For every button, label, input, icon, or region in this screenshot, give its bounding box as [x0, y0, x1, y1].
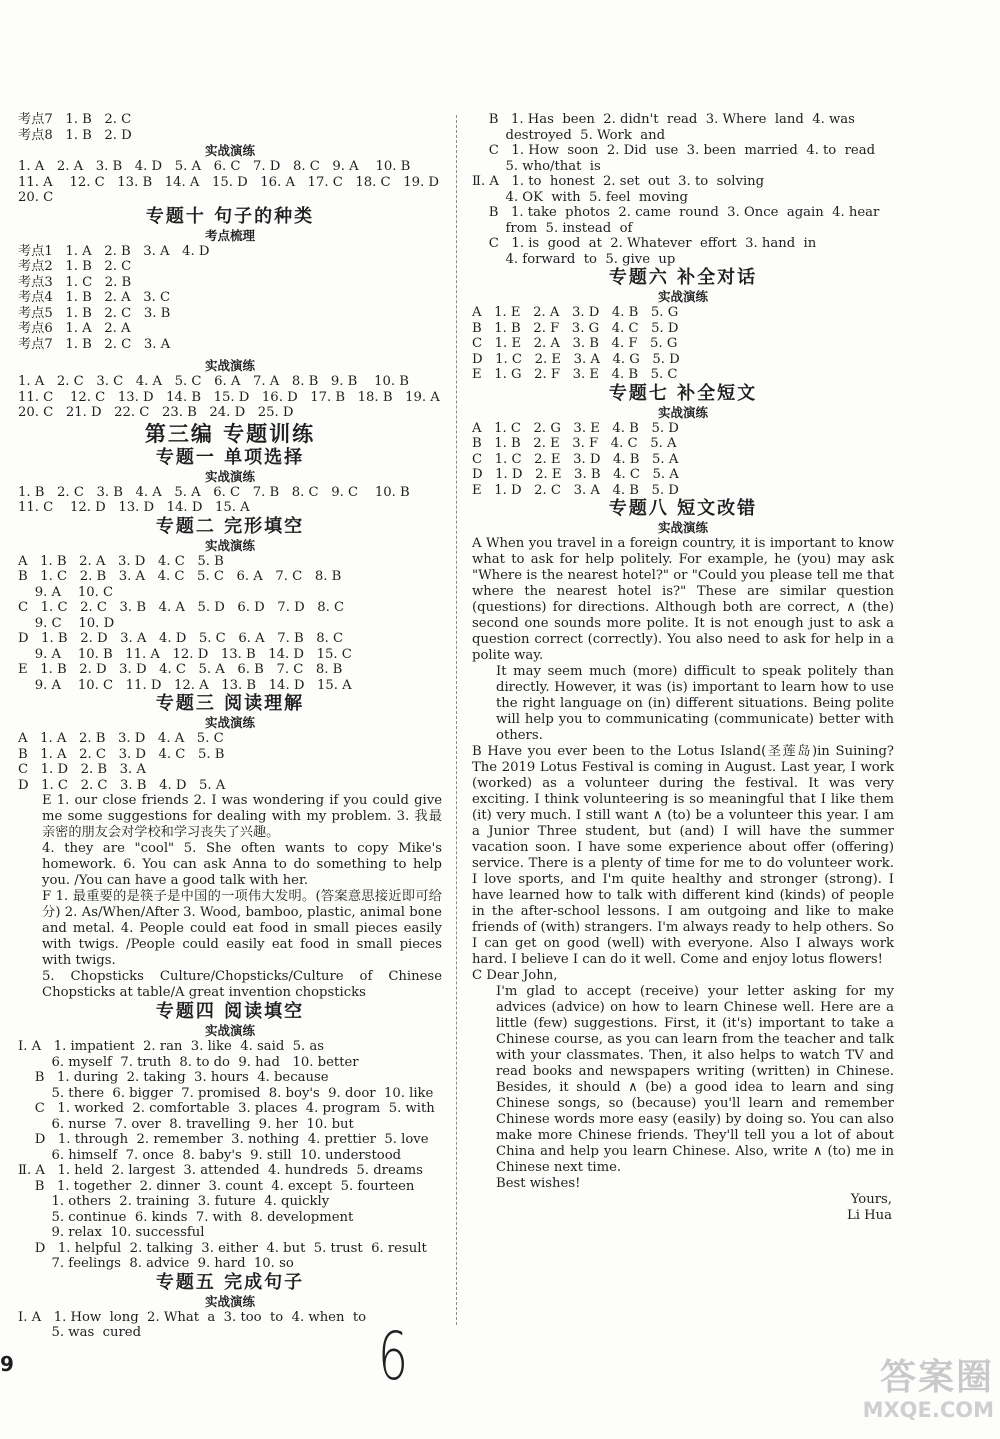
answer-paragraph: I'm glad to accept (receive) your letter asking for my advices (advice) on how to learn Chinese well. Here are a little (few) suggestions. First, it (it's) important to take a Chinese course, as you can learn from the teacher and talk with your classmates. Then, it also helps to watch TV and read books and newspapers writing (written) in Chinese. Besides, it should ∧ (be) a good idea to learn and sing Chinese songs, so (because) you'll learn and remember Chinese words more easy (easily) by doing so. You can also make more Chinese friends. They'll tell you a lot of about China and help you learn Chinese. Also, write ∧ (to) me in Chinese next time.	[496, 984, 894, 1175]
answer-line: E 1. D 2. C 3. A 4. B 5. D	[472, 482, 679, 498]
answer-line: 9. relax 10. successful	[18, 1225, 205, 1240]
answer-line: 9. A 10. B 11. A 12. D 13. B 14. D 15. C	[18, 646, 352, 662]
answer-line: 考点5 1. B 2. C 3. B	[18, 305, 171, 321]
answer-line: D 1. D 2. E 3. B 4. C 5. A	[472, 467, 679, 482]
watermark-logo: 答案圈	[879, 1357, 994, 1398]
answer-line: D 1. B 2. D 3. A 4. D 5. C 6. A 7. B 8. C	[18, 631, 344, 646]
section-heading: 专题七 补全短文	[608, 382, 758, 404]
answer-line: from 5. instead of	[472, 220, 633, 236]
signature-line: Li Hua	[846, 1208, 892, 1223]
signature-line: Yours,	[850, 1192, 892, 1207]
subsection-heading: 考点梳理	[204, 227, 255, 243]
subsection-heading: 实战演练	[204, 143, 255, 158]
answer-line: Ⅱ. A 1. to honest 2. set out 3. to solving	[472, 174, 765, 189]
answer-line: B 1. A 2. C 3. D 4. C 5. B	[18, 746, 225, 762]
subsection-heading: 实战演练	[657, 520, 708, 535]
section-heading: 专题二 完形填空	[155, 515, 305, 537]
answer-paragraph: A When you travel in a foreign country, it is important to know what to ask for help politely. For example, he (you) may ask "Where is the nearest hotel?" or "Could you please tell me that where the nearest hotel is?" These are similar question (questions) for directions. Although both are correct, ∧ (the) second one sounds more polite. It is not enough just to ask a question correct (correctly). You also need to ask for help in a polite way.	[472, 536, 894, 663]
answer-line: 考点3 1. C 2. B	[18, 274, 132, 290]
answer-line: 7. feelings 8. advice 9. hard 10. so	[18, 1256, 294, 1271]
subsection-heading: 实战演练	[204, 358, 255, 373]
subsection-heading: 实战演练	[204, 1293, 255, 1309]
answer-line: C 1. D 2. B 3. A	[18, 762, 146, 777]
answer-line: 9. A 10. C 11. D 12. A 13. B 14. D 15. A	[18, 677, 352, 693]
answer-line: 6. himself 7. once 8. baby's 9. still 10. understood	[18, 1147, 402, 1163]
answer-line: B 1. B 2. F 3. G 4. C 5. D	[472, 320, 679, 336]
section-heading: 专题一 单项选择	[155, 446, 305, 468]
answer-line: 考点2 1. B 2. C	[18, 259, 132, 274]
answer-paragraph: B Have you ever been to the Lotus Island(圣莲岛)in Suining? The 2019 Lotus Festival is coming in August. Last year, I work (worked) as a volunteer during the festival. It was very exciting. I think volunteering is so meaningful that I like them (it) very much. I still want ∧ (to) be a volunteer this year. I am a Junior Three student, but (and) I will have the summer vacation soon. I have some experience about offer (offering) service. There is a plenty of time for me to do volunteer work. I love sports, and I'm quite healthy and stronger (strong). I have learned how to talk with different kind (kinds) of people in the after-school lessons. I am outgoing and like to make friends of (with) strangers. I'm always ready to help others. So I can get on good (well) with everyone. Also I always work hard. I believe I can do it well. Come and enjoy lotus flowers!	[472, 744, 894, 967]
answer-line: C 1. How soon 2. Did use 3. been married 4. to read	[472, 143, 876, 158]
answer-line: D 1. through 2. remember 3. nothing 4. prettier 5. love	[18, 1132, 429, 1147]
answer-line: 1. A 2. A 3. B 4. D 5. A 6. C 7. D 8. C 9. A 10. B	[18, 159, 411, 174]
answer-line: 20. C	[18, 190, 54, 205]
subsection-heading: 实战演练	[204, 715, 255, 730]
answer-line: B 1. together 2. dinner 3. count 4. except 5. fourteen	[18, 1178, 415, 1194]
answer-line: C 1. worked 2. comfortable 3. places 4. program 5. with	[18, 1101, 435, 1116]
section-heading: 专题六 补全对话	[608, 267, 758, 288]
answer-line: 11. A 12. C 13. B 14. A 15. D 16. A 17. C 18. C 19. D	[18, 174, 439, 190]
answer-line: C 1. C 2. C 3. B 4. A 5. D 6. D 7. D 8. C	[18, 600, 345, 615]
answer-line: 考点7 1. B 2. C 3. A	[18, 336, 171, 352]
watermark	[808, 1358, 994, 1434]
answer-line: 1. A 2. C 3. C 4. A 5. C 6. A 7. A 8. B 9. B 10. B	[18, 374, 409, 389]
answer-line: Ⅱ. A 1. held 2. largest 3. attended 4. hundreds 5. dreams	[18, 1163, 423, 1178]
answer-line: 11. C 12. D 13. D 14. D 15. A	[18, 500, 250, 515]
section-heading: 专题三 阅读理解	[155, 693, 305, 714]
answer-paragraph: E 1. our close friends 2. I was wondering if you could give me some suggestions for dealing with my problem. 3. 我最亲密的朋友会对学校和学习丧失了兴趣。	[42, 793, 442, 840]
subsection-heading: 实战演练	[204, 1023, 255, 1038]
answer-line: 4. OK with 5. feel moving	[472, 189, 688, 205]
answer-paragraph: F 1. 最重要的是筷子是中国的一项伟大发明。(答案意思接近即可给分) 2. As/When/After 3. Wood, bamboo, plastic, animal bone and metal. 4. People could eat food in small pieces easily with twigs. /People could easily eat food in small pieces with twigs.	[42, 889, 442, 968]
answer-line: E 1. B 2. D 3. D 4. C 5. A 6. B 7. C 8. B	[18, 662, 343, 677]
answer-line: 5. there 6. bigger 7. promised 8. boy's 9. door 10. like	[18, 1085, 434, 1101]
page-number: 9	[0, 1352, 14, 1376]
answer-line: A 1. A 2. B 3. D 4. A 5. C	[18, 731, 224, 746]
answer-line: A 1. C 2. G 3. E 4. B 5. D	[472, 420, 679, 436]
answer-line: C 1. is good at 2. Whatever effort 3. hand in	[472, 236, 817, 251]
answer-line: 6. nurse 7. over 8. travelling 9. her 10. but	[18, 1116, 354, 1132]
answer-line: 6. myself 7. truth 8. to do 9. had 10. better	[18, 1054, 359, 1070]
answer-paragraph: 4. they are "cool" 5. She often wants to copy Mike's homework. 6. You can ask Anna to do something to help you. /You can have a good talk with her.	[42, 841, 442, 888]
answer-line: 20. C 21. D 22. C 23. B 24. D 25. D	[18, 405, 294, 420]
answer-line: D 1. C 2. C 3. B 4. D 5. A	[18, 777, 226, 793]
subsection-heading: 实战演练	[204, 537, 255, 553]
answer-line: B 1. Has been 2. didn't read 3. Where land 4. was	[472, 112, 855, 127]
right-column	[472, 112, 894, 1224]
answer-line: C 1. C 2. E 3. D 4. B 5. A	[472, 451, 679, 467]
column-divider	[456, 115, 457, 1325]
answer-line: A 1. B 2. A 3. D 4. C 5. B	[18, 553, 224, 569]
answer-paragraph: Best wishes!	[496, 1176, 581, 1191]
answer-line: C 1. E 2. A 3. B 4. F 5. G	[472, 336, 678, 351]
part-heading: 第三编 专题训练	[144, 420, 316, 446]
answer-line: E 1. G 2. F 3. E 4. B 5. C	[472, 367, 678, 382]
answer-line: Ⅰ. A 1. impatient 2. ran 3. like 4. said 5. as	[18, 1039, 325, 1054]
section-heading: 专题五 完成句子	[155, 1271, 305, 1293]
answer-line: B 1. B 2. E 3. F 4. C 5. A	[472, 436, 677, 451]
subsection-heading: 实战演练	[657, 404, 708, 420]
answer-line: 1. B 2. C 3. B 4. A 5. A 6. C 7. B 8. C 9. C 10. B	[18, 484, 410, 500]
answer-line: 考点4 1. B 2. A 3. C	[18, 290, 171, 305]
answer-line: 5. continue 6. kinds 7. with 8. development	[18, 1209, 354, 1225]
answer-line: B 1. take photos 2. came round 3. Once again 4. hear	[472, 205, 880, 220]
watermark-url: MXQE.COM	[862, 1398, 994, 1422]
answer-paragraph: It may seem much (more) difficult to speak politely than directly. However, it was (is) important to learn how to use the right language on (in) different situations. Being polite will help you to communicating (communicate) better with others.	[496, 664, 894, 743]
answer-line: 11. C 12. C 13. D 14. B 15. D 16. D 17. B 18. B 19. A	[18, 389, 440, 405]
answer-line: 5. who/that is	[472, 158, 601, 174]
subsection-heading: 实战演练	[204, 468, 255, 484]
section-heading: 专题八 短文改错	[608, 498, 758, 519]
answer-line: 9. A 10. C	[18, 584, 114, 600]
handwritten-mark: 6	[377, 1318, 409, 1395]
answer-line: 9. C 10. D	[18, 615, 115, 631]
answer-paragraph: 5. Chopsticks Culture/Chopsticks/Culture of Chinese Chopsticks at table/A great invention chopsticks	[42, 969, 442, 1000]
answer-line: 考点8 1. B 2. D	[18, 127, 132, 143]
subsection-heading: 实战演练	[657, 289, 708, 304]
answer-line: 5. was cured	[18, 1325, 142, 1340]
section-heading: 专题十 句子的种类	[145, 205, 315, 227]
answer-line: D 1. C 2. E 3. A 4. G 5. D	[472, 351, 680, 367]
answer-line: destroyed 5. Work and	[472, 127, 666, 143]
section-heading: 专题四 阅读填空	[155, 1001, 305, 1022]
answer-line: B 1. C 2. B 3. A 4. C 5. C 6. A 7. C 8. B	[18, 569, 342, 584]
answer-line: D 1. helpful 2. talking 3. either 4. but 5. trust 6. result	[18, 1240, 427, 1256]
left-column	[18, 112, 442, 1341]
answer-paragraph: C Dear John,	[472, 968, 558, 983]
answer-line: B 1. during 2. taking 3. hours 4. because	[18, 1070, 329, 1085]
answer-line: A 1. E 2. A 3. D 4. B 5. G	[472, 305, 679, 320]
answer-line: Ⅰ. A 1. How long 2. What a 3. too to 4. when to	[18, 1309, 367, 1325]
answer-line: 1. others 2. training 3. future 4. quickly	[18, 1194, 330, 1209]
answer-line: 考点6 1. A 2. A	[18, 321, 131, 336]
answer-line: 考点7 1. B 2. C	[18, 112, 132, 127]
answer-line: 4. forward to 5. give up	[472, 251, 676, 267]
answer-line: 考点1 1. A 2. B 3. A 4. D	[18, 243, 210, 259]
